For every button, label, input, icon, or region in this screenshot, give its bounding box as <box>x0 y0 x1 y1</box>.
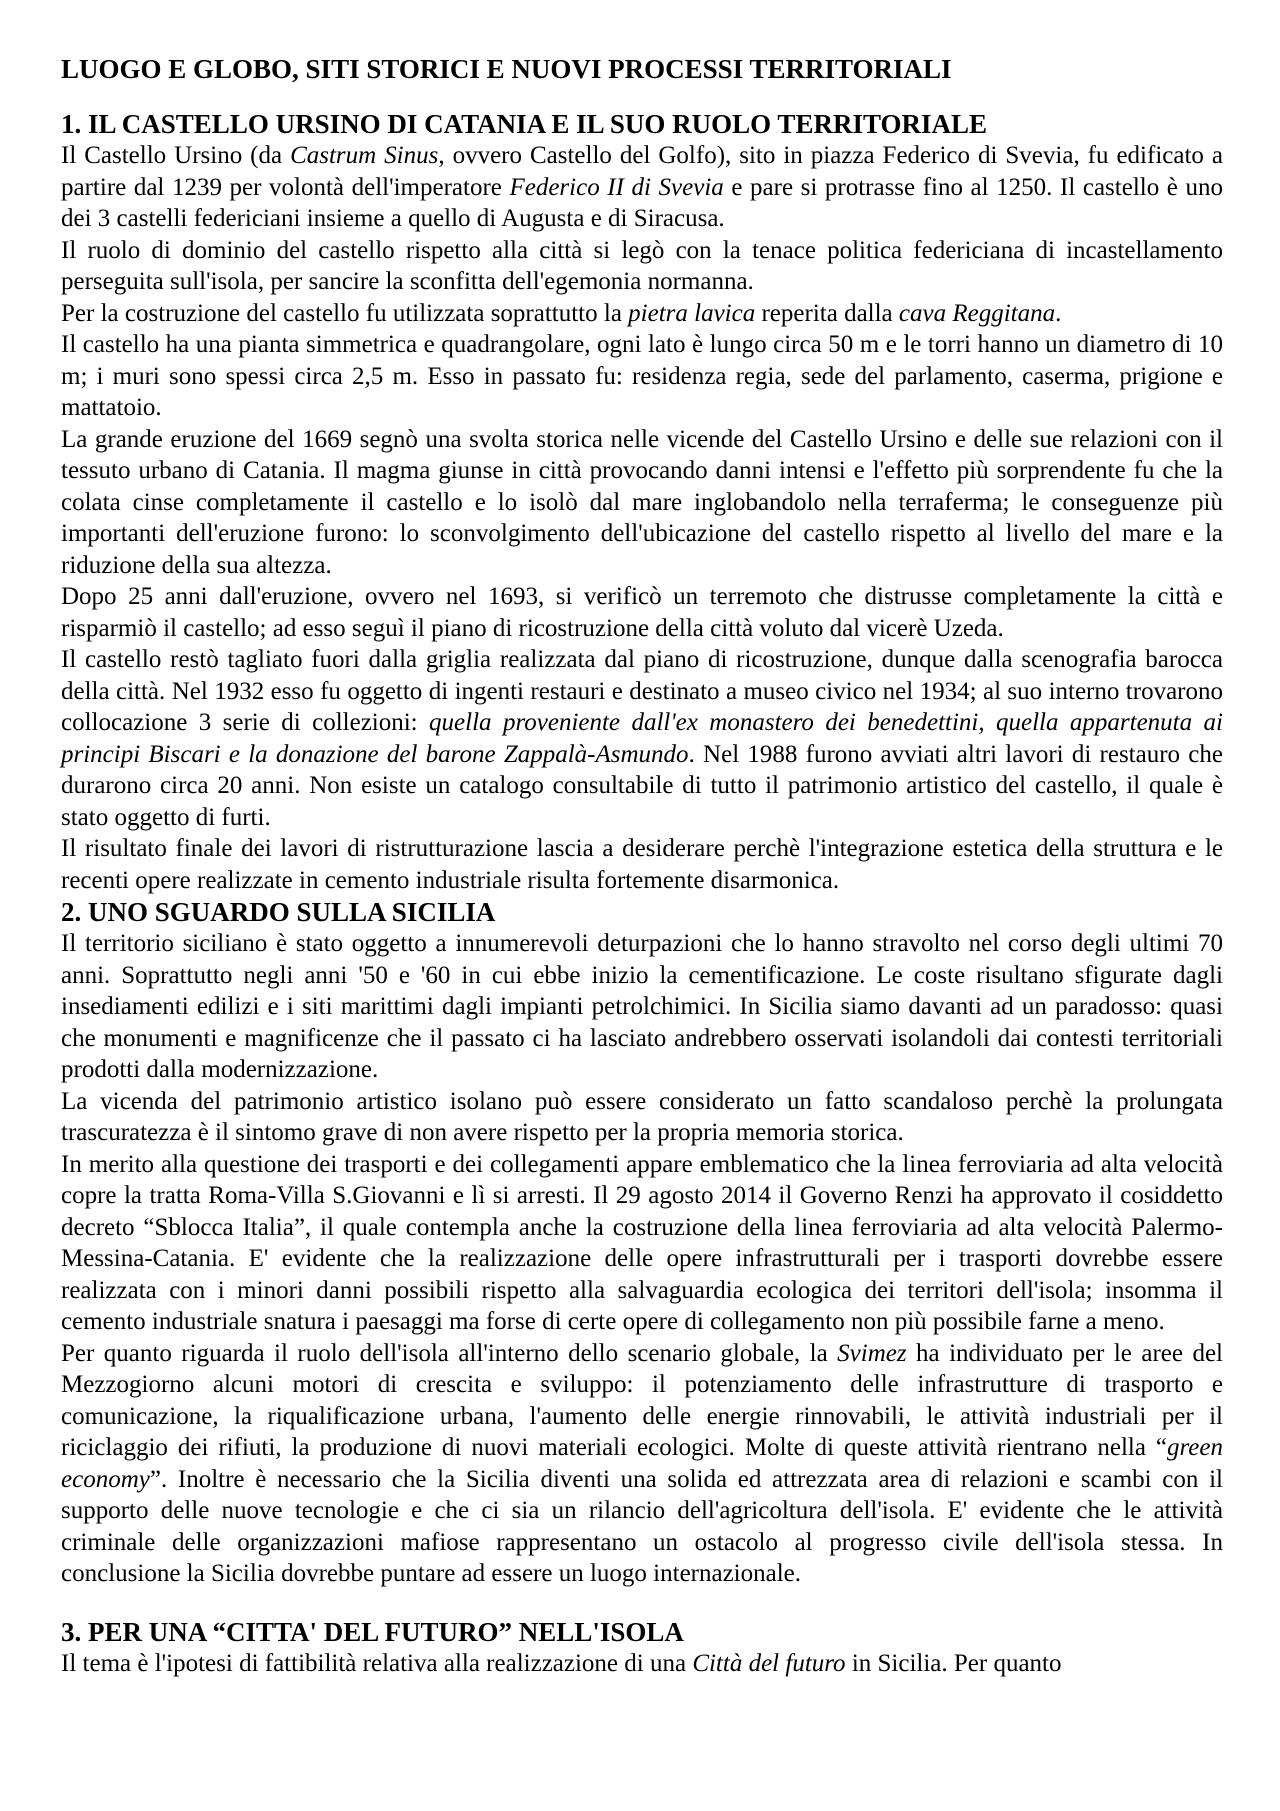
text-run: Il risultato finale dei lavori di ristrutturazione lascia a desiderare perchè l'integrazione estetica della struttura e le recenti opere realizzate in cemento industriale risulta fortemente disarmonica. <box>61 835 1223 894</box>
text-run: Il tema è l'ipotesi di fattibilità relativa alla realizzazione di una <box>61 1649 693 1677</box>
text-run: ha individuato per le aree del Mezzogiorno alcuni motori di crescita e sviluppo: il potenziamento delle infrastrutture di trasporto e comunicazione, la riqualificazione urbana, l'aumento delle energie rinnovabili, le attività industriali per il riciclaggio dei rifiuti, la produzione di nuovi materiali ecologici. Molte di queste attività rientrano nella “ <box>61 1339 1223 1461</box>
paragraph <box>61 1086 1223 1149</box>
text-run: Il castello restò tagliato fuori dalla griglia realizzata dal piano di ricostruzione, dunque dalla scenografia barocca della città. Nel 1932 esso fu oggetto di ingenti restauri e destinato a museo civico nel 1934; al suo interno trovarono collocazione 3 serie di collezioni: <box>61 646 1223 736</box>
paragraph <box>61 140 1223 235</box>
text-run: Per quanto riguarda il ruolo dell'isola all'interno dello scenario globale, la <box>61 1339 838 1367</box>
italic-text: Castrum Sinus <box>290 142 439 169</box>
text-run: Il castello ha una pianta simmetrica e quadrangolare, ogni lato è lungo circa 50 m e le torri hanno un diametro di 10 m; i muri sono spessi circa 2,5 m. Esso in passato fu: residenza regia, sede del parlamento, caserma, prigione e mattatoio. <box>61 331 1223 421</box>
text-run: Il territorio siciliano è stato oggetto a innumerevoli deturpazioni che lo hanno stravolto nel corso degli ultimi 70 anni. Soprattutto negli anni '50 e '60 in cui ebbe inizio la cementificazione. Le coste risultano sfigurate dagli insediamenti edilizi e i siti marittimi dagli impianti petrolchimici. In Sicilia siamo davanti ad un paradosso: quasi che monumenti e magnificenze che il passato ci ha lasciato andrebbero osservati isolandoli dai contesti territoriali prodotti dalla modernizzazione. <box>61 930 1223 1083</box>
text-run: . Nel 1988 furono avviati altri lavori di restauro che durarono circa 20 anni. Non esiste un catalogo consultabile di tutto il patrimonio artistico del castello, il quale è stato oggetto di furti. <box>61 740 1223 831</box>
paragraph <box>61 1338 1223 1590</box>
paragraph <box>61 424 1223 582</box>
document-title: LUOGO E GLOBO, SITI STORICI E NUOVI PROCESSI TERRITORIALI <box>61 54 952 84</box>
italic-text: Federico II di Svevia <box>509 173 724 201</box>
text-run: Dopo 25 anni dall'eruzione, ovvero nel 1693, si verificò un terremoto che distrusse completamente la città e risparmiò il castello; ad esso seguì il piano di ricostruzione della città voluto dal vicerè Uzeda. <box>61 583 1223 642</box>
text-run: ”. Inoltre è necessario che la Sicilia diventi una solida ed attrezzata area di relazioni e scambi con il supporto delle nuove tecnologie e che ci sia un rilancio dell'agricoltura dell'isola. E' evidente che le attività criminale delle organizzazioni mafiose rappresentano un ostacolo al progresso civile dell'isola stessa. In conclusione la Sicilia dovrebbe puntare ad essere un luogo internazionale. <box>61 1465 1223 1587</box>
text-run: e pare si protrasse fino al 1250. Il castello è uno dei 3 castelli federiciani insieme a quello di Augusta e di Siracusa. <box>61 173 1223 232</box>
section-heading: 2. UNO SGUARDO SULLA SICILIA <box>61 897 496 927</box>
italic-text: cava Reggitana <box>898 299 1056 327</box>
paragraph <box>61 1648 1223 1680</box>
paragraph <box>61 928 1223 1086</box>
section-heading: 1. IL CASTELLO URSINO DI CATANIA E IL SUO RUOLO TERRITORIALE <box>61 109 988 139</box>
document-body <box>61 108 1223 1679</box>
text-run: . <box>1055 299 1062 327</box>
paragraph <box>61 833 1223 896</box>
paragraph <box>61 1149 1223 1338</box>
text-run: Il Castello Ursino (da <box>61 142 291 169</box>
italic-text: pietra lavica <box>628 299 756 327</box>
paragraph <box>61 298 1223 330</box>
paragraph <box>61 329 1223 424</box>
text-run: in Sicilia. Per quanto <box>845 1649 1062 1677</box>
italic-text: green economy <box>61 1434 1223 1493</box>
section-heading: 3. PER UNA “CITTA' DEL FUTURO” NELL'ISOLA <box>61 1616 684 1647</box>
italic-text: quella proveniente dall'ex monastero dei benedettini, quella appartenuta ai principi Biscari e la donazione del barone Zappalà-Asmundo <box>61 709 1223 768</box>
text-run: Il ruolo di dominio del castello rispetto alla città si legò con la tenace politica federiciana di incastellamento perseguita sull'isola, per sancire la sconfitta dell'egemonia normanna. <box>61 236 1223 295</box>
italic-text: Svimez <box>837 1339 907 1367</box>
paragraph <box>61 581 1223 644</box>
paragraph <box>61 235 1223 298</box>
italic-text: Città del futuro <box>692 1649 846 1677</box>
text-run: In merito alla questione dei trasporti e dei collegamenti appare emblematico che la linea ferroviaria ad alta velocità copre la tratta Roma-Villa S.Giovanni e lì si arresti. Il 29 agosto 2014 il Governo Renzi ha approvato il cosiddetto decreto “Sblocca Italia”, il quale contempla anche la costruzione della linea ferroviaria ad alta velocità Palermo-Messina-Catania. E' evidente che la realizzazione delle opere infrastrutturali per i trasporti dovrebbe essere realizzata con i minori danni possibili rispetto alla salvaguardia ecologica dei territori dell'isola; insomma il cemento industriale snatura i paesaggi ma forse di certe opere di collegamento non più possibile farne a meno. <box>61 1150 1223 1335</box>
text-run: La vicenda del patrimonio artistico isolano può essere considerato un fatto scandaloso perchè la prolungata trascuratezza è il sintomo grave di non avere rispetto per la propria memoria storica. <box>61 1087 1223 1146</box>
text-run: Per la costruzione del castello fu utilizzata soprattutto la <box>61 299 629 327</box>
text-run: La grande eruzione del 1669 segnò una svolta storica nelle vicende del Castello Ursino e delle sue relazioni con il tessuto urbano di Catania. Il magma giunse in città provocando danni intensi e l'effetto più sorprendente fu che la colata cinse completamente il castello e lo isolò dal mare inglobandolo nella terraferma; le conseguenze più importanti dell'eruzione furono: lo sconvolgimento dell'ubicazione del castello rispetto al livello del mare e la riduzione della sua altezza. <box>61 425 1223 579</box>
text-run: reperita dalla <box>755 299 899 327</box>
text-run: , ovvero Castello del Golfo), sito in piazza Federico di Svevia, fu edificato a partire dal 1239 per volontà dell'imperatore <box>61 142 1223 201</box>
document-page <box>61 52 1223 1679</box>
paragraph <box>61 644 1223 833</box>
